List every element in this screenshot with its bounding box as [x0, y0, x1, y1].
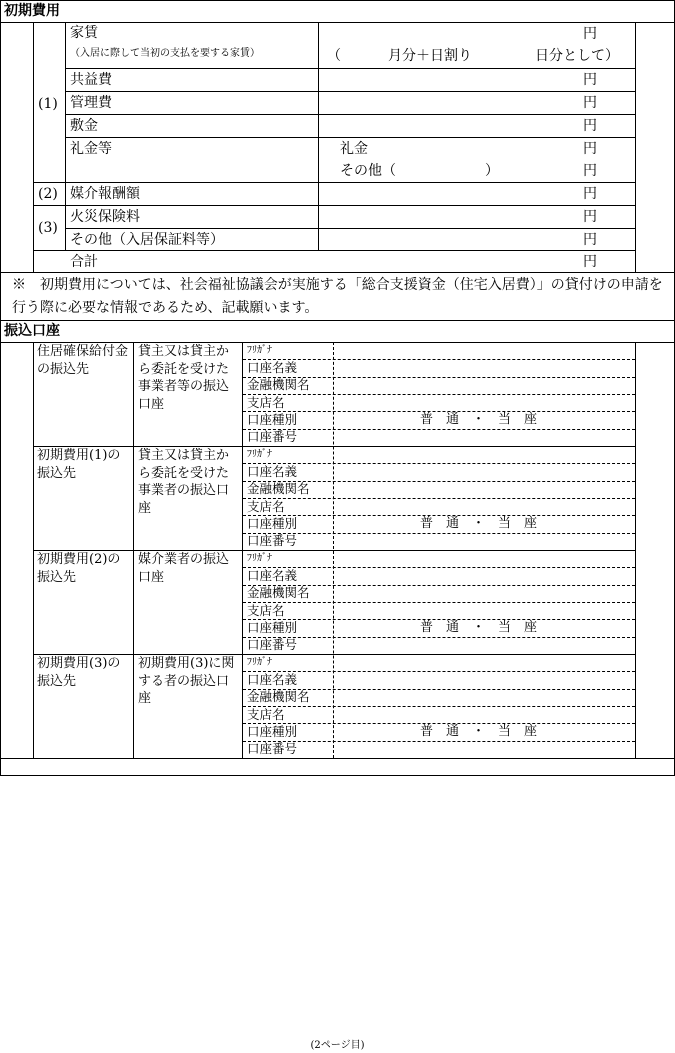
common-fee-label: 共益費	[70, 72, 112, 88]
management-fee-yen: 円	[583, 95, 597, 111]
account-field-input[interactable]	[335, 724, 633, 739]
field-label: 口座種別	[247, 619, 298, 635]
field-label: ﾌﾘｶﾞﾅ	[247, 656, 272, 668]
account-field-input[interactable]	[335, 516, 633, 531]
field-label: 口座名義	[247, 359, 298, 375]
rent-sublabel: （入居に際して当初の支払を要する家賃）	[70, 48, 260, 59]
account-block-recipient: 貸主又は貸主から委託を受けた事業者の振込口座	[138, 448, 230, 516]
fire-insurance-yen: 円	[583, 209, 597, 225]
account-block-recipient: 貸主又は貸主から委託を受けた事業者等の振込口座	[138, 344, 230, 412]
account-block-label: 初期費用(3)の振込先	[37, 656, 121, 689]
account-type-options: 普 通 ・ 当 座	[420, 412, 538, 428]
management-fee-input[interactable]	[319, 92, 634, 113]
fire-insurance-label: 火災保険料	[70, 209, 140, 225]
key-money-sub1: 礼金	[340, 141, 368, 157]
rent-yen: 円	[583, 26, 597, 42]
common-fee-yen: 円	[583, 72, 597, 88]
account-field-input[interactable]	[335, 690, 633, 705]
account-field-input[interactable]	[335, 568, 633, 583]
account-type-options: 普 通 ・ 当 座	[420, 724, 538, 740]
group-1-label: (1)	[38, 96, 58, 112]
deposit-label: 敷金	[70, 118, 98, 134]
page-number: (2ページ目)	[310, 1040, 365, 1051]
common-fee-input[interactable]	[319, 69, 634, 90]
account-block-label: 住居確保給付金の振込先	[37, 344, 129, 377]
account-block-recipient: 初期費用(3)に関する者の振込口座	[138, 656, 235, 706]
account-field-input[interactable]	[335, 586, 633, 601]
rent-month-part: 月分＋日割り	[388, 48, 472, 64]
account-type-options: 普 通 ・ 当 座	[420, 516, 538, 532]
brokerage-yen: 円	[583, 186, 597, 202]
account-field-input[interactable]	[335, 395, 633, 410]
account-field-input[interactable]	[335, 482, 633, 497]
field-label: 支店名	[247, 498, 285, 514]
account-type-options: 普 通 ・ 当 座	[420, 620, 538, 636]
account-field-input[interactable]	[335, 707, 633, 722]
account-field-input[interactable]	[335, 742, 633, 757]
field-label: 口座種別	[247, 515, 298, 531]
field-label: 支店名	[247, 706, 285, 722]
account-field-input[interactable]	[335, 430, 633, 445]
deposit-input[interactable]	[319, 115, 634, 136]
rent-input[interactable]	[319, 23, 634, 67]
field-label: 口座番号	[247, 533, 298, 549]
field-label: 口座種別	[247, 723, 298, 739]
account-field-input[interactable]	[335, 447, 633, 462]
field-label: 口座番号	[247, 637, 298, 653]
initial-costs-title: 初期費用	[4, 3, 60, 19]
field-label: 口座名義	[247, 463, 298, 479]
brokerage-label: 媒介報酬額	[70, 186, 140, 202]
account-field-input[interactable]	[335, 551, 633, 566]
account-field-input[interactable]	[335, 620, 633, 635]
field-label: 口座番号	[247, 429, 298, 445]
account-field-input[interactable]	[335, 464, 633, 479]
account-field-input[interactable]	[335, 378, 633, 393]
account-block-label: 初期費用(2)の振込先	[37, 552, 121, 585]
field-label: 金融機関名	[247, 585, 310, 601]
others-label: その他（入居保証料等）	[70, 232, 224, 248]
field-label: 金融機関名	[247, 689, 310, 705]
group-2-label: (2)	[38, 186, 58, 202]
field-label: ﾌﾘｶﾞﾅ	[247, 344, 272, 356]
rent-days-part: 日分として）	[535, 48, 619, 64]
key-money-label: 礼金等	[70, 141, 112, 157]
rent-label: 家賃	[70, 25, 98, 41]
management-fee-label: 管理費	[70, 95, 112, 111]
field-label: 口座名義	[247, 671, 298, 687]
field-label: 口座番号	[247, 741, 298, 757]
account-field-input[interactable]	[335, 499, 633, 514]
key-money-input[interactable]	[319, 138, 634, 181]
field-label: ﾌﾘｶﾞﾅ	[247, 448, 272, 460]
key-money-sub2-open: その他（	[340, 163, 396, 179]
total-yen: 円	[583, 254, 597, 270]
field-label: 口座種別	[247, 411, 298, 427]
others-input[interactable]	[319, 229, 634, 249]
brokerage-input[interactable]	[319, 183, 634, 204]
account-field-input[interactable]	[335, 638, 633, 653]
account-field-input[interactable]	[335, 603, 633, 618]
field-label: ﾌﾘｶﾞﾅ	[247, 552, 272, 564]
key-money-yen-1: 円	[583, 141, 597, 157]
others-yen: 円	[583, 232, 597, 248]
account-field-input[interactable]	[335, 672, 633, 687]
account-field-input[interactable]	[335, 655, 633, 670]
deposit-yen: 円	[583, 118, 597, 134]
field-label: 金融機関名	[247, 481, 310, 497]
total-input[interactable]	[319, 251, 634, 271]
key-money-sub2-close: ）	[485, 163, 499, 179]
transfer-accounts-title: 振込口座	[4, 323, 60, 339]
field-label: 口座名義	[247, 567, 298, 583]
initial-costs-note: ※ 初期費用については、社会福祉協議会が実施する「総合支援資金（住宅入居費）」の貸付けの申請を行う際に必要な情報であるため、記載願います。	[12, 277, 663, 316]
field-label: 金融機関名	[247, 377, 310, 393]
group-3-label: (3)	[38, 220, 58, 236]
total-label: 合計	[70, 254, 98, 270]
fire-insurance-input[interactable]	[319, 206, 634, 227]
account-block-recipient: 媒介業者の振込口座	[138, 552, 230, 585]
account-field-input[interactable]	[335, 412, 633, 427]
field-label: 支店名	[247, 394, 285, 410]
account-field-input[interactable]	[335, 534, 633, 549]
key-money-yen-2: 円	[583, 163, 597, 179]
rent-open-paren: （	[327, 48, 341, 64]
account-field-input[interactable]	[335, 360, 633, 375]
account-block-label: 初期費用(1)の振込先	[37, 448, 121, 481]
account-field-input[interactable]	[335, 343, 633, 358]
field-label: 支店名	[247, 602, 285, 618]
